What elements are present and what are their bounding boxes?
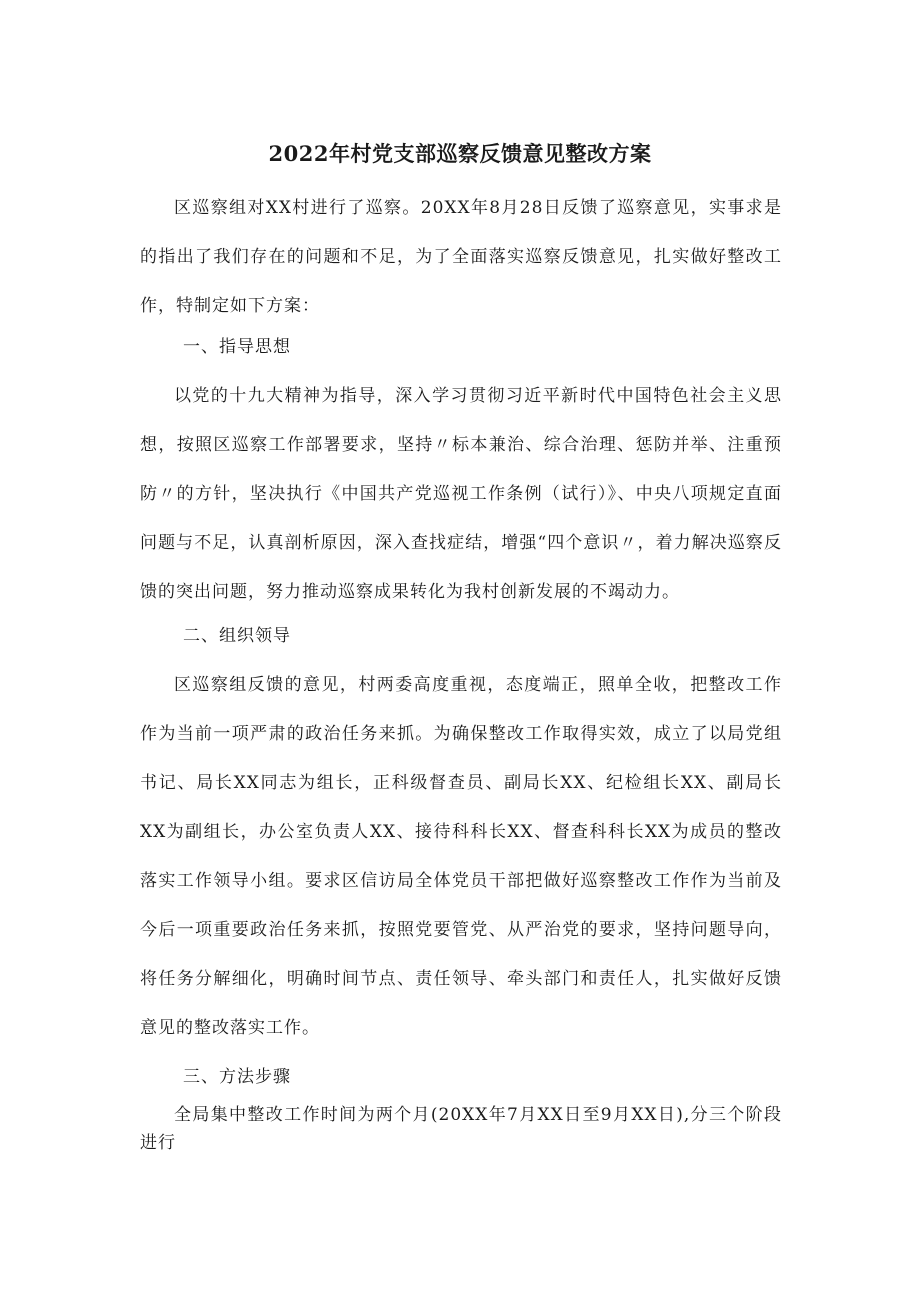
- intro-paragraph: 区巡察组对XX村进行了巡察。20XX年8月28日反馈了巡察意见，实事求是的指出了我们存在的问题和不足，为了全面落实巡察反馈意见，扎实做好整改工作，特制定如下方案：: [140, 198, 782, 316]
- section-heading-method-steps: 三、方法步骤: [183, 1067, 291, 1087]
- section-body-organization: 区巡察组反馈的意见，村两委高度重视，态度端正，照单全收，把整改工作作为当前一项严肃的政治任务来抓。为确保整改工作取得实效，成立了以局党组书记、局长XX同志为组长，正科级督查员、副局长XX、纪检组长XX、副局长XX为副组长，办公室负责人XX、接待科科长XX、督查科科长XX为成员的整改落实工作领导小组。要求区信访局全体党员干部把做好巡察整改工作作为当前及今后一项重要政治任务来抓，按照党要管党、从严治党的要求，坚持问题导向，将任务分解细化，明确时间节点、责任领导、牵头部门和责任人，扎实做好反馈意见的整改落实工作。: [140, 675, 782, 1038]
- section-body-method-steps: 全局集中整改工作时间为两个月(20XX年7月XX日至9月XX日),分三个阶段进行: [140, 1105, 782, 1153]
- section-heading-guiding-thought: 一、指导思想: [183, 337, 291, 357]
- section-heading-organization: 二、组织领导: [183, 626, 291, 646]
- section-body-guiding-thought: 以党的十九大精神为指导，深入学习贯彻习近平新时代中国特色社会主义思想，按照区巡察工作部署要求，坚持〃标本兼治、综合治理、惩防并举、注重预防〃的方针，坚决执行《中国共产党巡视工作条例（试行）》、中央八项规定直面问题与不足，认真剖析原因，深入查找症结，增强“四个意识〃，着力解决巡察反馈的突出问题，努力推动巡察成果转化为我村创新发展的不竭动力。: [140, 386, 782, 602]
- document-title: 2022年村党支部巡察反馈意见整改方案: [268, 141, 652, 166]
